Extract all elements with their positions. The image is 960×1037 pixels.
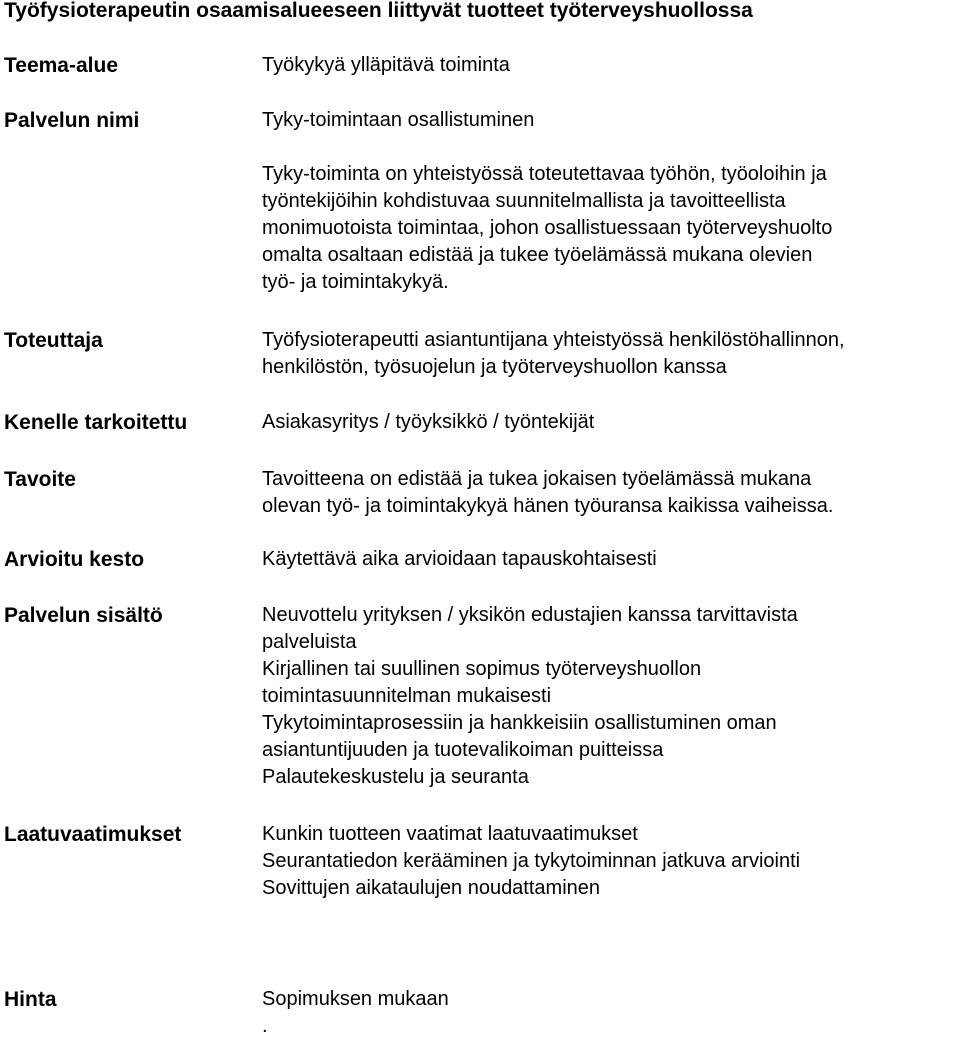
label-kenelle-tarkoitettu: Kenelle tarkoitettu [4, 411, 188, 434]
laatu-line: Sovittujen aikataulujen noudattaminen [262, 877, 601, 899]
label-toteuttaja: Toteuttaja [4, 329, 103, 352]
laatu-line: Kunkin tuotteen vaatimat laatuvaatimukset [262, 823, 638, 845]
document-title: Työfysioterapeutin osaamisalueeseen liittyvät tuotteet työterveyshuollossa [4, 0, 753, 22]
trailing-mark: . [262, 1015, 268, 1037]
value-laatuvaatimukset [262, 821, 958, 902]
sisalto-line: Palautekeskustelu ja seuranta [262, 766, 529, 788]
description-line: monimuotoista toimintaa, johon osallistuessaan työterveyshuolto [262, 217, 833, 239]
label-teema-alue: Teema-alue [4, 54, 118, 77]
value-arvioitu-kesto: Käytettävä aika arvioidaan tapauskohtaisesti [262, 548, 657, 570]
tavoite-line: olevan työ- ja toimintakykyä hänen työuransa kaikissa vaiheissa. [262, 495, 834, 517]
label-arvioitu-kesto: Arvioitu kesto [4, 548, 145, 571]
description-line: työntekijöihin kohdistuvaa suunnitelmallista ja tavoitteellista [262, 190, 786, 212]
sisalto-line: asiantuntijuuden ja tuotevalikoiman puitteissa [262, 739, 664, 761]
description-line: Tyky-toiminta on yhteistyössä toteutettavaa työhön, työoloihin ja [262, 163, 827, 185]
label-palvelun-sisalto: Palvelun sisältö [4, 604, 163, 627]
sisalto-line: toimintasuunnitelman mukaisesti [262, 685, 552, 707]
toteuttaja-line: Työfysioterapeutti asiantuntijana yhteistyössä henkilöstöhallinnon, [262, 329, 845, 351]
label-tavoite: Tavoite [4, 468, 76, 491]
toteuttaja-line: henkilöstön, työsuojelun ja työterveyshuollon kanssa [262, 356, 727, 378]
value-hinta: Sopimuksen mukaan [262, 988, 449, 1010]
value-palvelun-nimi: Tyky-toimintaan osallistuminen [262, 109, 535, 131]
laatu-line: Seurantatiedon kerääminen ja tykytoiminnan jatkuva arviointi [262, 850, 801, 872]
description-line: omalta osaltaan edistää ja tukee työelämässä mukana olevien [262, 244, 813, 266]
value-tavoite [262, 466, 958, 520]
sisalto-line: Kirjallinen tai suullinen sopimus työterveyshuollon [262, 658, 702, 680]
label-palvelun-nimi: Palvelun nimi [4, 109, 140, 132]
value-teema-alue: Työkykyä ylläpitävä toiminta [262, 54, 510, 76]
description-line: työ- ja toimintakykyä. [262, 271, 449, 293]
sisalto-line: palveluista [262, 631, 357, 653]
value-toteuttaja [262, 327, 958, 381]
value-kenelle-tarkoitettu: Asiakasyritys / työyksikkö / työntekijät [262, 411, 595, 433]
value-palvelun-sisalto [262, 602, 958, 791]
sisalto-line: Neuvottelu yrityksen / yksikön edustajien kanssa tarvittavista [262, 604, 798, 626]
label-laatuvaatimukset: Laatuvaatimukset [4, 823, 182, 846]
sisalto-line: Tykytoimintaprosessiin ja hankkeisiin osallistuminen oman [262, 712, 777, 734]
service-description [262, 161, 958, 296]
label-hinta: Hinta [4, 988, 57, 1011]
tavoite-line: Tavoitteena on edistää ja tukea jokaisen työelämässä mukana [262, 468, 812, 490]
